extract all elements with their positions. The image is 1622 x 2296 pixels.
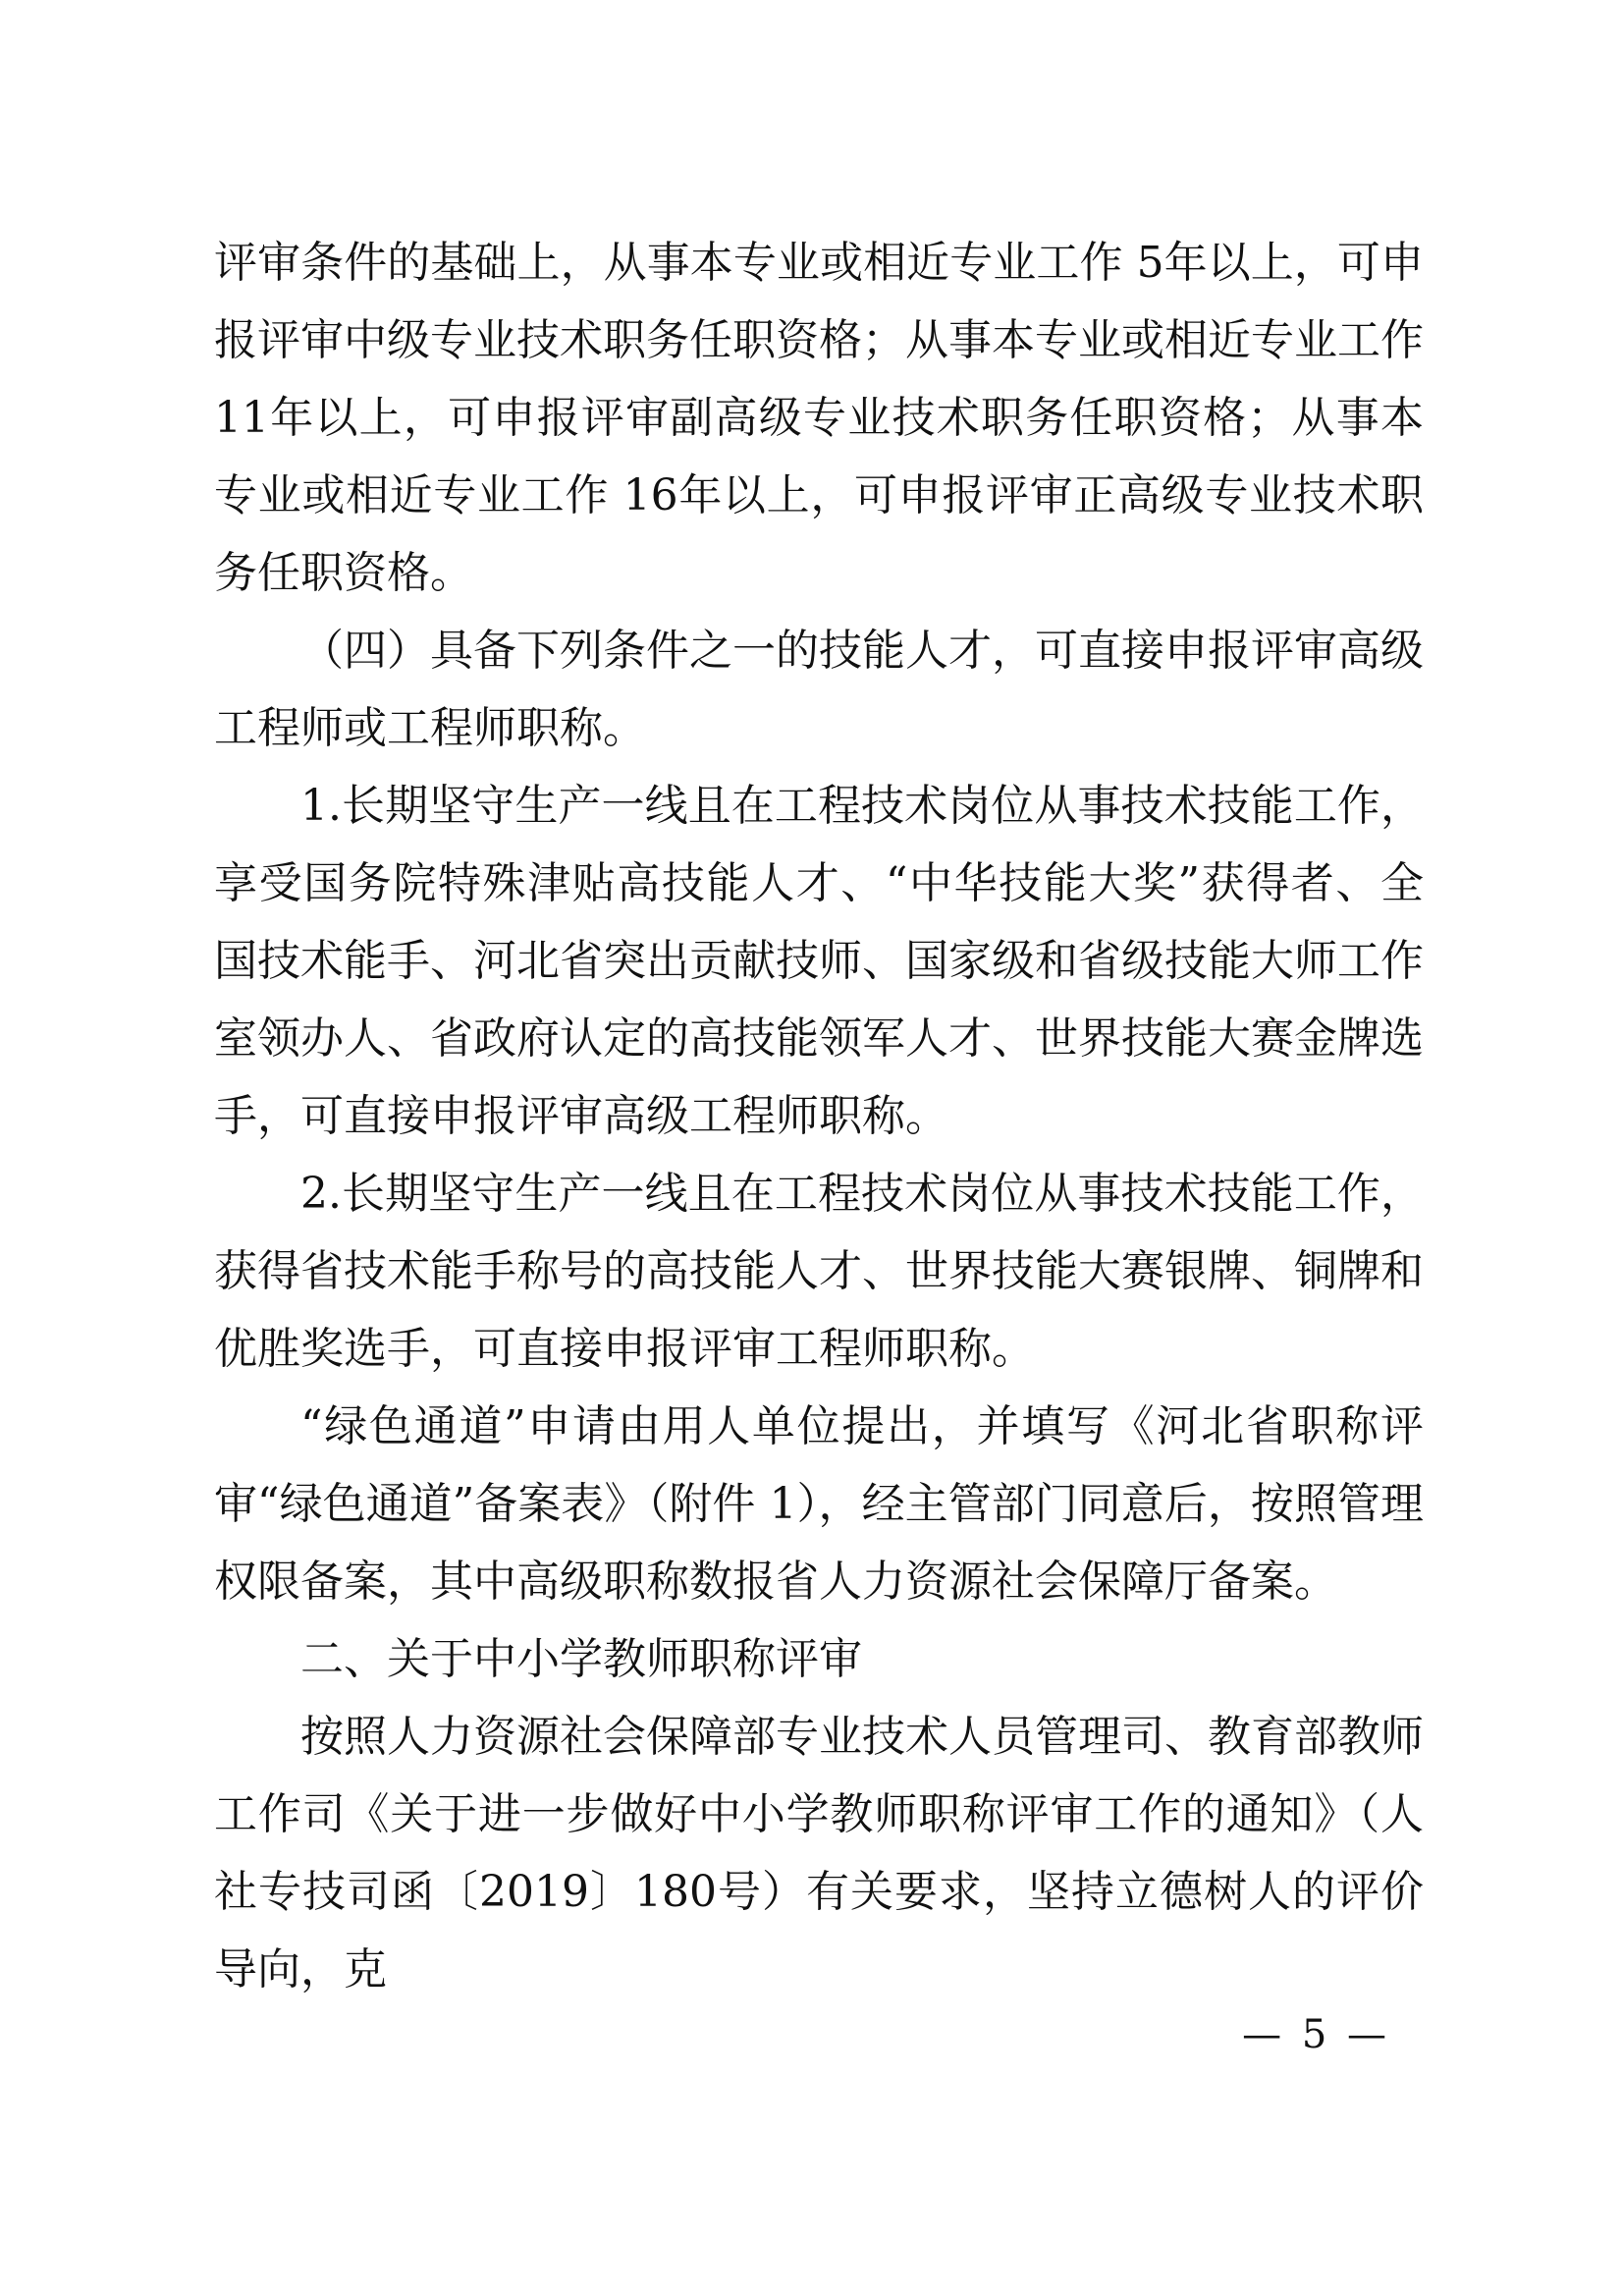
body-text bbox=[214, 224, 1424, 2008]
paragraph-section-four: （四）具备下列条件之一的技能人才，可直接申报评审高级工程师或工程师职称。 bbox=[214, 626, 1424, 753]
paragraph-green-channel: “绿色通道”申请由用人单位提出，并填写《河北省职称评审“绿色通道”备案表》（附件 1），经主管部门同意后，按照管理权限备案，其中高级职称数报省人力资源社会保障厅备案。 bbox=[214, 1401, 1424, 1607]
paragraph-teachers-intro: 按照人力资源社会保障部专业技术人员管理司、教育部教师工作司《关于进一步做好中小学教师职称评审工作的通知》（人社专技司函〔2019〕180号）有关要求，坚持立德树人的评价导向，克 bbox=[214, 1712, 1424, 1995]
paragraph-item-two: 2.长期坚守生产一线且在工程技术岗位从事技术技能工作，获得省技术能手称号的高技能人才、世界技能大赛银牌、铜牌和优胜奖选手，可直接申报评审工程师职称。 bbox=[214, 1169, 1424, 1374]
page-number: — 5 — bbox=[1242, 2012, 1390, 2057]
section-heading-teachers: 二、关于中小学教师职称评审 bbox=[300, 1634, 862, 1684]
paragraph-continued: 评审条件的基础上，从事本专业或相近专业工作 5年以上，可申报评审中级专业技术职务任职资格；从事本专业或相近专业工作 11年以上，可申报评审副高级专业技术职务任职资格；从事本专业或相近专业工作 16年以上，可申报评审正高级专业技术职务任职资格。 bbox=[214, 238, 1424, 598]
paragraph-item-one: 1.长期坚守生产一线且在工程技术岗位从事技术技能工作，享受国务院特殊津贴高技能人才、“中华技能大奖”获得者、全国技术能手、河北省突出贡献技师、国家级和省级技能大师工作室领办人、省政府认定的高技能领军人才、世界技能大赛金牌选手，可直接申报评审高级工程师职称。 bbox=[214, 781, 1424, 1141]
